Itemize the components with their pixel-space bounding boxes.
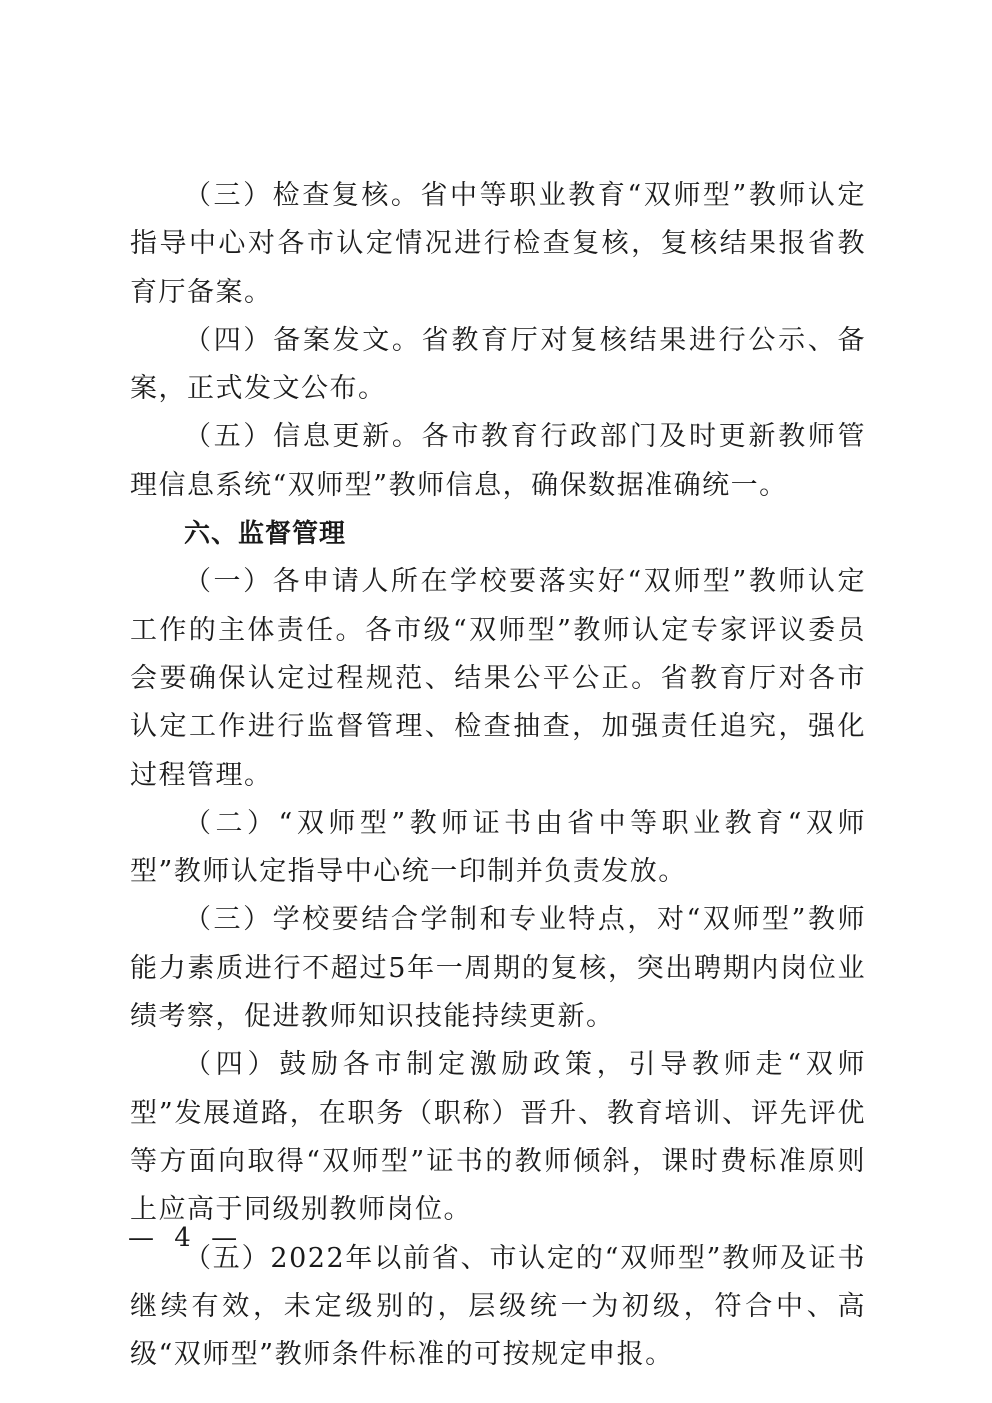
paragraph-filing: （四）备案发文。省教育厅对复核结果进行公示、备案，正式发文公布。 — [130, 324, 866, 405]
paragraph-supervision-2: （二）“双师型”教师证书由省中等职业教育“双师型”教师认定指导中心统一印制并负责发放。 — [130, 807, 866, 888]
paragraph-info-update: （五）信息更新。各市教育行政部门及时更新教师管理信息系统“双师型”教师信息，确保数据准确统一。 — [130, 421, 866, 501]
section-heading-supervision: 六、监督管理 — [184, 519, 347, 550]
paragraph-supervision-4: （四）鼓励各市制定激励政策，引导教师走“双师型”发展道路，在职务（职称）晋升、教育培训、评先评优等方面向取得“双师型”证书的教师倾斜，课时费标准原则上应高于同级别教师岗位。 — [130, 1049, 866, 1226]
paragraph-supervision-5: （五）2022年以前省、市认定的“双师型”教师及证书继续有效，未定级别的，层级统一为初级，符合中、高级“双师型”教师条件标准的可按规定申报。 — [130, 1242, 866, 1371]
paragraph-supervision-3: （三）学校要结合学制和专业特点，对“双师型”教师能力素质进行不超过5年一周期的复核，突出聘期内岗位业绩考察，促进教师知识技能持续更新。 — [130, 904, 866, 1033]
paragraph-check-review: （三）检查复核。省中等职业教育“双师型”教师认定指导中心对各市认定情况进行检查复核，复核结果报省教育厅备案。 — [130, 180, 866, 308]
paragraph-supervision-1: （一）各申请人所在学校要落实好“双师型”教师认定工作的主体责任。各市级“双师型”教师认定专家评议委员会要确保认定过程规范、结果公平公正。省教育厅对各市认定工作进行监督管理、检查抽查，加强责任追究，强化过程管理。 — [130, 566, 866, 791]
page-number: — 4 — — [128, 1223, 244, 1253]
document-body — [130, 172, 866, 1379]
